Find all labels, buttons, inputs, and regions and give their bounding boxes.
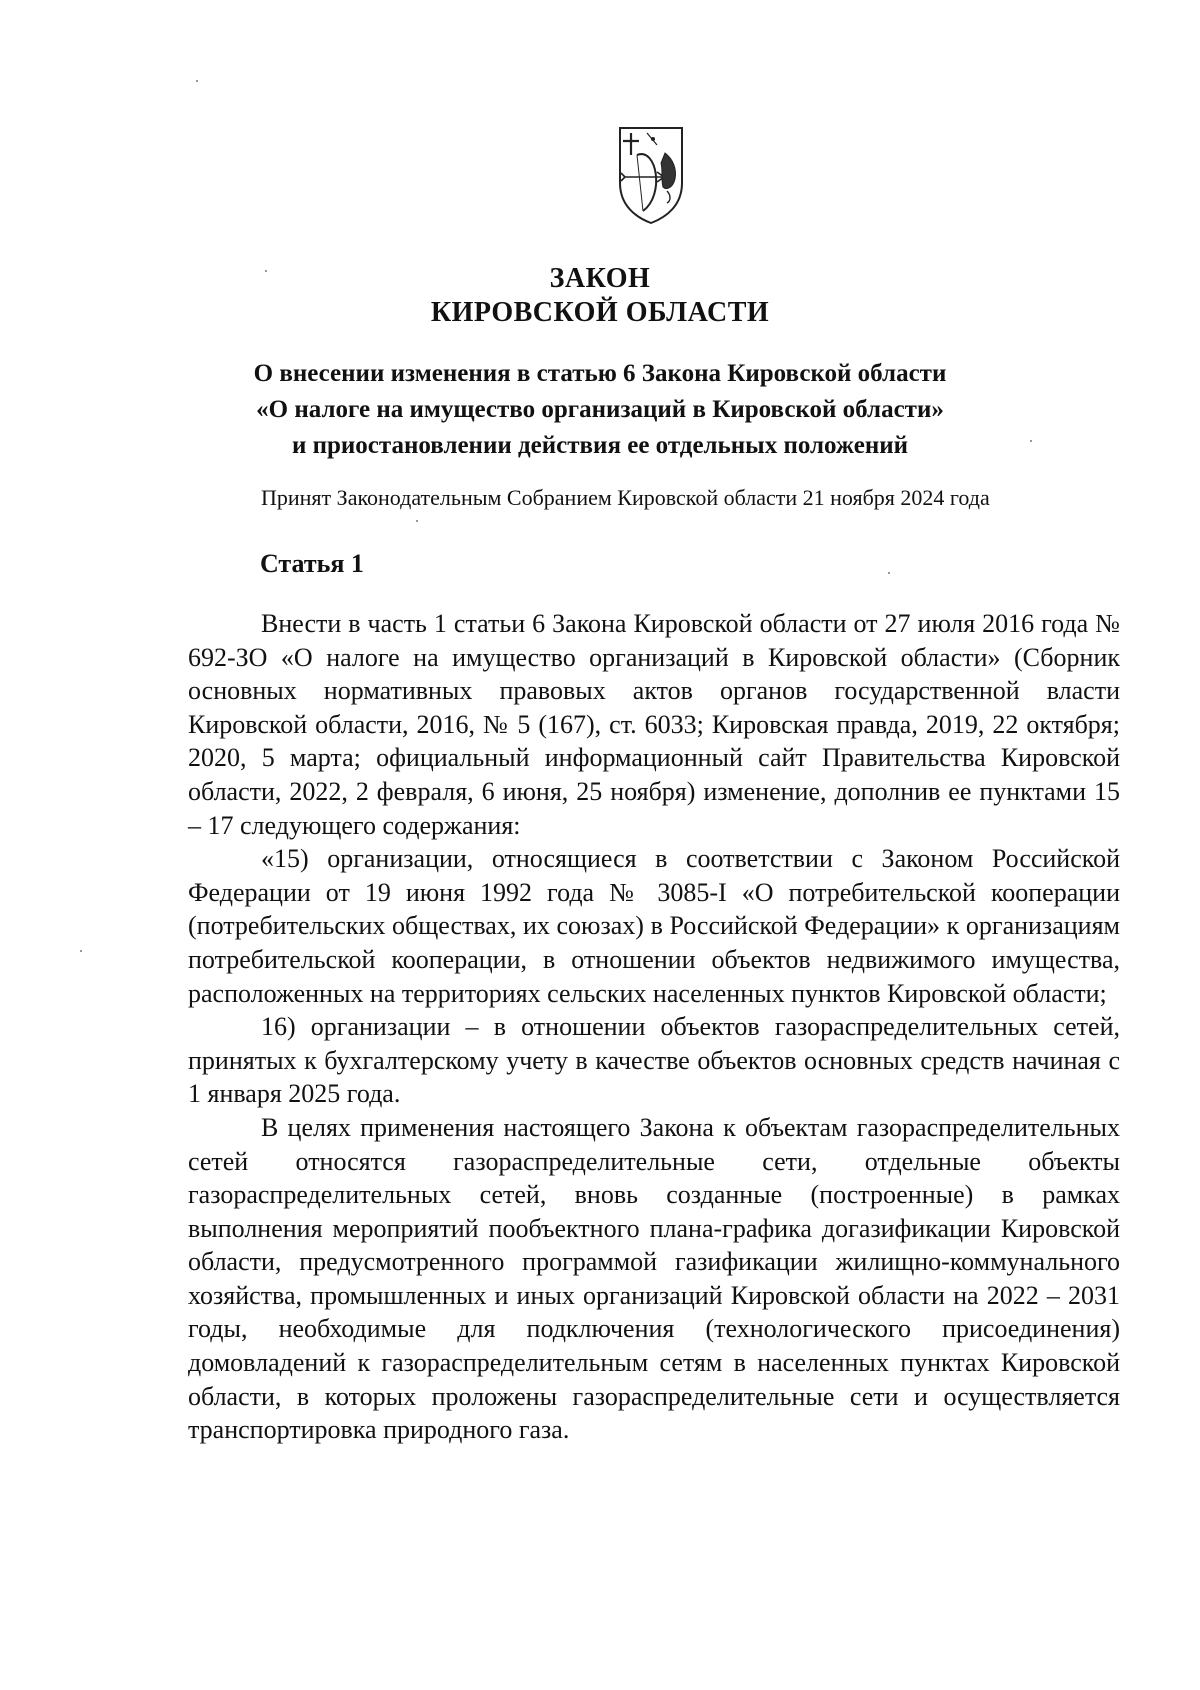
article-paragraph-1: Внести в часть 1 статьи 6 Закона Кировской области от 27 июля 2016 года № 692-ЗО «О налоге на имущество организаций в Кировской области» (Сборник основных нормативных правовых актов органов государственной власти Кировской области, 2016, № 5 (167), ст. 6033; Кировская правда, 2019, 22 октября; 2020, 5 марта; официальный информационный сайт Правительства Кировской области, 2022, 2 февраля, 6 июня, 25 ноября) изменение, дополнив ее пунктами 15 – 17 следующего содержания:: [188, 609, 1120, 840]
scan-speck: [196, 80, 198, 82]
article-paragraph-2: «15) организации, относящиеся в соответствии с Законом Российской Федерации от 19 июня 1992 года № 3085-I «О потребительской кооперации (потребительских обществах, их союзах) в Российской Федерации» к организациям потребительской кооперации, в отношении объектов недвижимого имущества, расположенных на территориях сельских населенных пунктов Кировской области;: [188, 844, 1120, 1008]
law-subject-line-2: «О налоге на имущество организаций в Кировской области»: [256, 396, 944, 423]
scan-speck: [1030, 440, 1032, 442]
law-subject-line-1: О внесении изменения в статью 6 Закона Кировской области: [253, 360, 947, 387]
article-heading: Статья 1: [260, 549, 364, 578]
law-title-line-1: ЗАКОН: [549, 263, 651, 294]
law-subject: [0, 356, 1200, 464]
article-paragraph-3: 16) организации – в отношении объектов газораспределительных сетей, принятых к бухгалтерскому учету в качестве объектов основных средств начиная с 1 января 2025 года.: [188, 1012, 1120, 1109]
coat-of-arms-icon: [617, 125, 685, 225]
law-title-line-2: КИРОВСКОЙ ОБЛАСТИ: [430, 297, 770, 328]
adoption-note: Принят Законодательным Собранием Кировской области 21 ноября 2024 года: [261, 485, 990, 510]
scan-speck: [265, 270, 267, 272]
law-title: [0, 262, 1200, 330]
law-subject-line-3: и приостановлении действия ее отдельных положений: [291, 432, 909, 459]
scan-speck: [416, 520, 418, 522]
scan-speck: [888, 572, 890, 574]
article-body: [188, 607, 1120, 1447]
article-paragraph-4: В целях применения настоящего Закона к объектам газораспределительных сетей относятся газораспределительные сети, отдельные объекты газораспределительных сетей, вновь созданные (построенные) в рамках выполнения мероприятий пообъектного плана-графика догазификации Кировской области, предусмотренного программой газификации жилищно-коммунального хозяйства, промышленных и иных организаций Кировской области на 2022 – 2031 годы, необходимые для подключения (технологического присоединения) домовладений к газораспределительным сетям в населенных пунктах Кировской области, в которых проложены газораспределительные сети и осуществляется транспортировка природного газа.: [188, 1112, 1120, 1445]
scan-speck: [80, 950, 82, 952]
